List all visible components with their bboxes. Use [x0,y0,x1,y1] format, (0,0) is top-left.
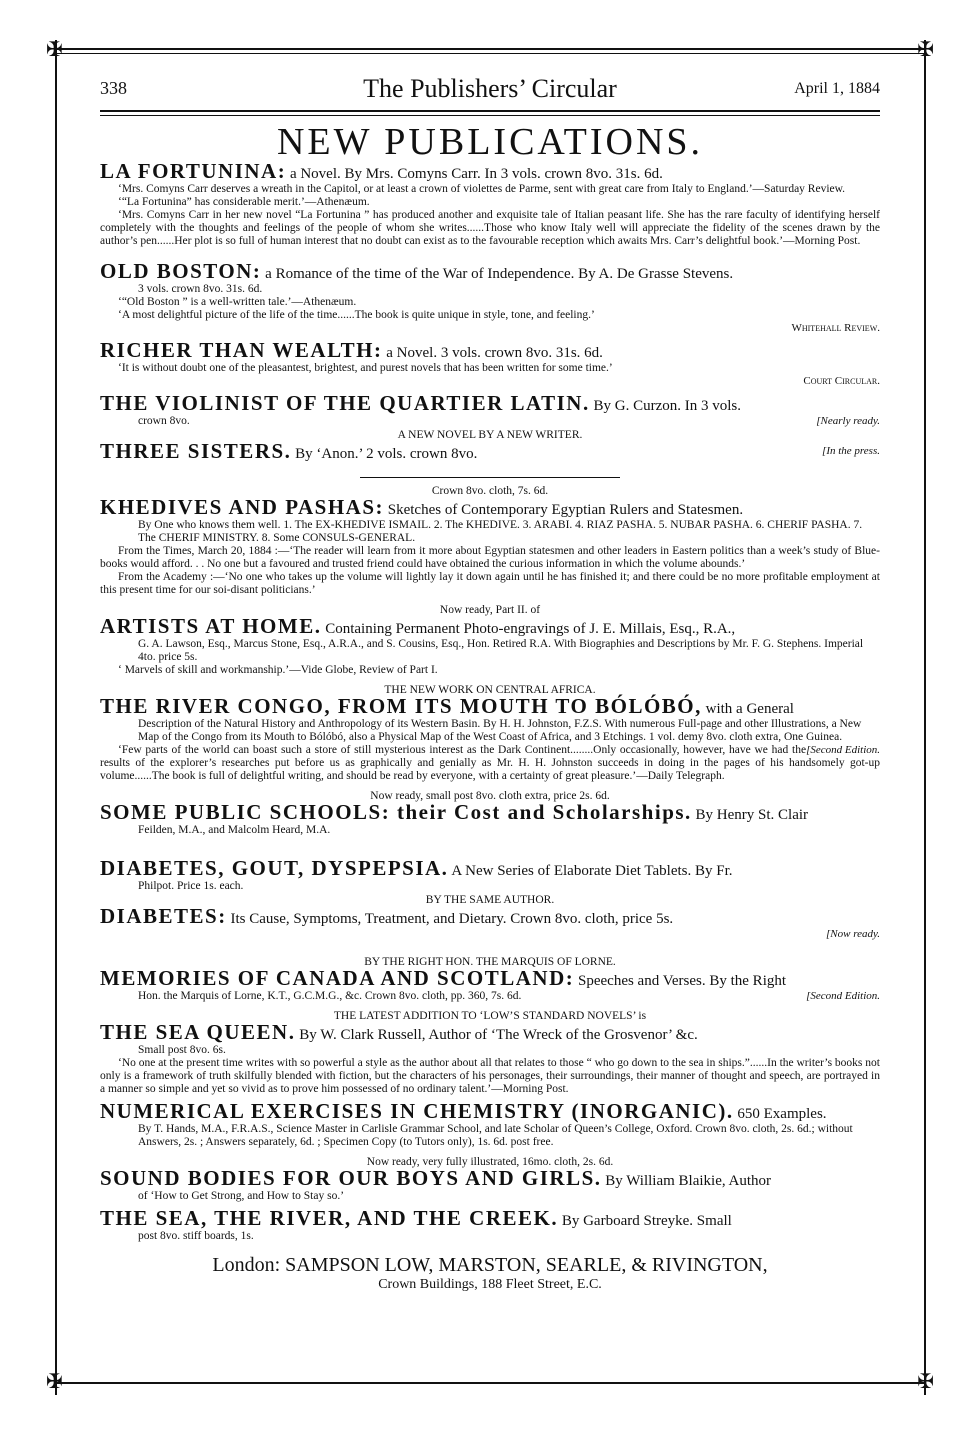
review-quote: From the Academy :—‘No one who takes up the volume will lightly lay it down again until he has finished it; and there could be no more profitable employment at this present time for our soi-disant politicians.’ [100,571,880,596]
entry-pre: THE NEW WORK ON CENTRAL AFRICA. [384,684,596,696]
entry-status: [In the press. [822,445,880,457]
entry-pre: Now ready, very fully illustrated, 16mo. cloth, 2s. 6d. [366,1156,614,1168]
review-quote: ‘“La Fortunina” has considerable merit.’—Athenæum. [118,196,370,208]
entry-desc: a Novel. By Mrs. Comyns Carr. In 3 vols. crown 8vo. 31s. 6d. [289,166,663,182]
entry-memories [100,955,880,1003]
entry-title: NUMERICAL EXERCISES IN CHEMISTRY (INORGANIC). [100,1099,734,1123]
divider-rule [360,477,620,478]
entry-sub: By One who knows them well. 1. The EX-KHEDIVE ISMAIL. 2. The KHEDIVE. 3. ARABI. 4. RIAZ PASHA. 5. NUBAR PASHA. 6. CHERIF PASHA. 7. The CHERIF MINISTRY. 8. Some CONSULS-GENERAL. [138,519,863,544]
frame-right-rule [924,40,926,1395]
entry-title: THE RIVER CONGO, FROM ITS MOUTH TO BÓLÓBÓ, [100,694,702,718]
review-quote: ‘ Marvels of skill and workmanship.’—Vide Globe, Review of Part I. [118,664,438,676]
entry-title: THREE SISTERS. [100,439,292,463]
corner-ornament-icon: ✠ [917,1371,934,1393]
entry-numerical-exercises [100,1099,880,1149]
publisher-address: Crown Buildings, 188 Fleet Street, E.C. [378,1277,602,1292]
corner-ornament-icon: ✠ [46,1371,63,1393]
entry-desc: A New Series of Elaborate Diet Tablets. By Fr. [451,863,733,879]
entry-sub [138,990,880,1003]
entry-sea-river-creek [100,1206,880,1243]
entry-desc: 650 Examples. [737,1106,827,1122]
frame-bottom-rule [55,1382,926,1384]
entry-sub [138,415,880,428]
entry-violinist [100,391,880,442]
entry-status: [Second Edition. [806,990,880,1002]
entry-title: KHEDIVES AND PASHAS: [100,495,384,519]
corner-ornament-icon: ✠ [917,39,934,61]
header-rule [100,115,880,116]
entry-title: THE VIOLINIST OF THE QUARTIER LATIN. [100,391,590,415]
entry-river-congo [100,683,880,783]
entry-sub [138,718,880,756]
entry-sub: Philpot. Price 1s. each. [138,880,244,892]
page-number: 338 [100,78,127,98]
entry-status: [Second Edition. [806,744,880,756]
entry-title: LA FORTUNINA: [100,159,287,183]
review-quote: ‘No one at the present time writes with so powerful a style as the author about all that relates to those “ who go down to the sea in ships.”......In the writer’s books not only is a framework of truth skilfully blended with fiction, but the characters of his personages, their surroundings, their manner of thought and speech, are portrayed in a manner so simple and yet so vivid as to prove him possessed of no ordinary talent.’—Morning Post. [100,1057,880,1095]
entry-desc: Sketches of Contemporary Egyptian Rulers and Statesmen. [387,502,744,518]
review-quote: ‘Mrs. Comyns Carr deserves a wreath in the Capitol, or at least a crown of violettes de Parme, sent with great care from Italy to England.’—Saturday Review. [118,183,846,195]
entry-la-fortunina [100,159,880,248]
entry-sub: 3 vols. crown 8vo. 31s. 6d. [138,283,263,295]
review-source: Court Circular. [803,375,880,387]
entry-title: DIABETES, GOUT, DYSPEPSIA. [100,856,449,880]
journal-title: The Publishers’ Circular [363,74,617,103]
review-quote: From the Times, March 20, 1884 :—‘The reader will learn from it more about Egyptian statesmen and other leaders in Eastern politics than a week’s study of Blue-books would afford. . . No one but a favoured and trusted friend could have obtained the curious information in which the volume abounds.’ [100,545,880,570]
corner-ornament-icon: ✠ [46,39,63,61]
entry-sub-text: crown 8vo. [138,415,190,427]
entry-title: SOME PUBLIC SCHOOLS: their Cost and Scholarships. [100,800,692,824]
entry-title: RICHER THAN WEALTH: [100,338,383,362]
entry-title: SOUND BODIES FOR OUR BOYS AND GIRLS. [100,1166,602,1190]
entry-pre: Now ready, Part II. of [439,604,541,616]
entry-sea-queen [100,1009,880,1096]
entry-title: DIABETES: [100,904,227,928]
publisher-imprint: London: SAMPSON LOW, MARSTON, SEARLE, & RIVINGTON, [212,1254,768,1276]
entry-pre: BY THE RIGHT HON. THE MARQUIS OF LORNE. [364,956,616,968]
entry-sub-text: Hon. the Marquis of Lorne, K.T., G.C.M.G., &c. Crown 8vo. cloth, pp. 360, 7s. 6d. [138,990,522,1002]
running-head [100,70,880,112]
entry-status: [Nearly ready. [816,415,880,427]
entry-title: THE SEA QUEEN. [100,1020,296,1044]
entry-sub: By T. Hands, M.A., F.R.A.S., Science Master in Carlisle Grammar School, and late Scholar of Queen’s College, Oxford. Crown 8vo. cloth, 2s. 6d.; without Answers, 2s. ; Answers separately, 6d. ; Specimen Copy (to Tutors only), 1s. 6d. post free. [138,1123,853,1148]
entry-desc: a Romance of the time of the War of Independence. By A. De Grasse Stevens. [265,266,734,282]
entry-khedives [100,484,880,597]
entry-title: MEMORIES OF CANADA AND SCOTLAND: [100,966,575,990]
entry-sub: post 8vo. stiff boards, 1s. [138,1230,254,1242]
entry-sub: Feilden, M.A., and Malcolm Heard, M.A. [138,824,331,836]
entry-desc: with a General [705,701,794,717]
entry-note: A NEW NOVEL BY A NEW WRITER. [397,429,583,441]
frame-top-rule-thin [55,53,926,54]
entry-richer-than-wealth [100,338,880,388]
entry-sub: G. A. Lawson, Esq., Marcus Stone, Esq., A.R.A., and S. Cousins, Esq., Hon. Retired R.A. With Biographies and Descriptions by Mr. F. G. Stephens. Imperial 4to. price 5s. [138,638,864,663]
entry-desc: By ‘Anon.’ 2 vols. crown 8vo. [295,446,478,462]
review-quote: ‘It is without doubt one of the pleasantest, brightest, and purest novels that has been written for some time.’ [118,362,613,374]
review-source: Whitehall Review. [791,322,880,334]
entry-note: BY THE SAME AUTHOR. [425,894,555,906]
entry-desc: Its Cause, Symptoms, Treatment, and Dietary. Crown 8vo. cloth, price 5s. [230,911,674,927]
entry-desc: By Garboard Streyke. Small [561,1213,732,1229]
entry-diabetes [100,904,880,941]
entry-desc: Speeches and Verses. By the Right [578,973,787,989]
entry-diabetes-gout [100,856,880,907]
page-content [100,70,880,1293]
entry-title: OLD BOSTON: [100,259,262,283]
entry-desc: By William Blaikie, Author [605,1173,772,1189]
section-title: NEW PUBLICATIONS. [276,121,704,163]
entry-sub: Small post 8vo. 6s. [138,1044,226,1056]
frame-top-rule [55,48,926,50]
entry-status: [Now ready. [826,928,880,940]
entry-sound-bodies [100,1155,880,1203]
entry-desc: By W. Clark Russell, Author of ‘The Wreck of the Grosvenor’ &c. [299,1027,698,1043]
entry-desc: By G. Curzon. In 3 vols. [593,398,741,414]
entry-desc: Containing Permanent Photo-engravings of J. E. Millais, Esq., R.A., [325,621,736,637]
entry-sub: of ‘How to Get Strong, and How to Stay so.’ [138,1190,345,1202]
entry-old-boston [100,259,880,335]
entry-desc: a Novel. 3 vols. crown 8vo. 31s. 6d. [386,345,603,361]
entry-title: ARTISTS AT HOME. [100,614,322,638]
entry-pre: Now ready, small post 8vo. cloth extra, price 2s. 6d. [370,790,610,802]
entry-pre: Crown 8vo. cloth, 7s. 6d. [431,485,549,497]
review-quote: ‘Few parts of the world can boast such a store of still mysterious interest as the Dark Continent........Only occasionally, however, have we had the results of the explorer’s researches put before us as graphically and genially as Mr. H. H. Johnston succeeds in doing in the pages of his handsomely got-up volume......The book is full of delightful writing, and should be read by everyone, with a certainty of great pleasure.’—Daily Telegraph. [100,744,880,782]
entry-public-schools [100,789,880,837]
entry-artists-at-home [100,603,880,677]
issue-date: April 1, 1884 [794,80,880,97]
review-quote: ‘A most delightful picture of the life of the time......The book is quite unique in style, tone, and feeling.’ [118,309,595,321]
frame-left-rule [55,40,57,1395]
review-quote: ‘Mrs. Comyns Carr in her new novel “La Fortunina ” has produced another and exquisite tale of Italian peasant life. She has the rare faculty of identifying herself completely with the thoughts and feelings of the people of whom she writes......Those who know Italy well will appreciate the fidelity of the scenes drawn by the author’s pen......Her plot is so full of human interest that no doubt can exist as to the favourable reception which awaits Mrs. Carr’s delightful book.’—Morning Post. [100,209,880,247]
review-quote: ‘“Old Boston ” is a well-written tale.’—Athenæum. [118,296,357,308]
entry-desc: By Henry St. Clair [695,807,809,823]
entry-three-sisters [100,439,880,463]
entry-title: THE SEA, THE RIVER, AND THE CREEK. [100,1206,559,1230]
entry-pre: THE LATEST ADDITION TO ‘LOW’S STANDARD NOVELS’ is [333,1010,647,1022]
entry-sub-text: Description of the Natural History and Anthropology of its Western Basin. By H. H. Johnston, F.Z.S. With numerous Full-page and other Illustrations, a New Map of the Congo from its Mouth to Bólóbó, also a Physical Map of the West Coast of Africa, and 3 Etchings. 1 vol. demy 8vo. cloth extra, One Guinea. [138,718,862,743]
